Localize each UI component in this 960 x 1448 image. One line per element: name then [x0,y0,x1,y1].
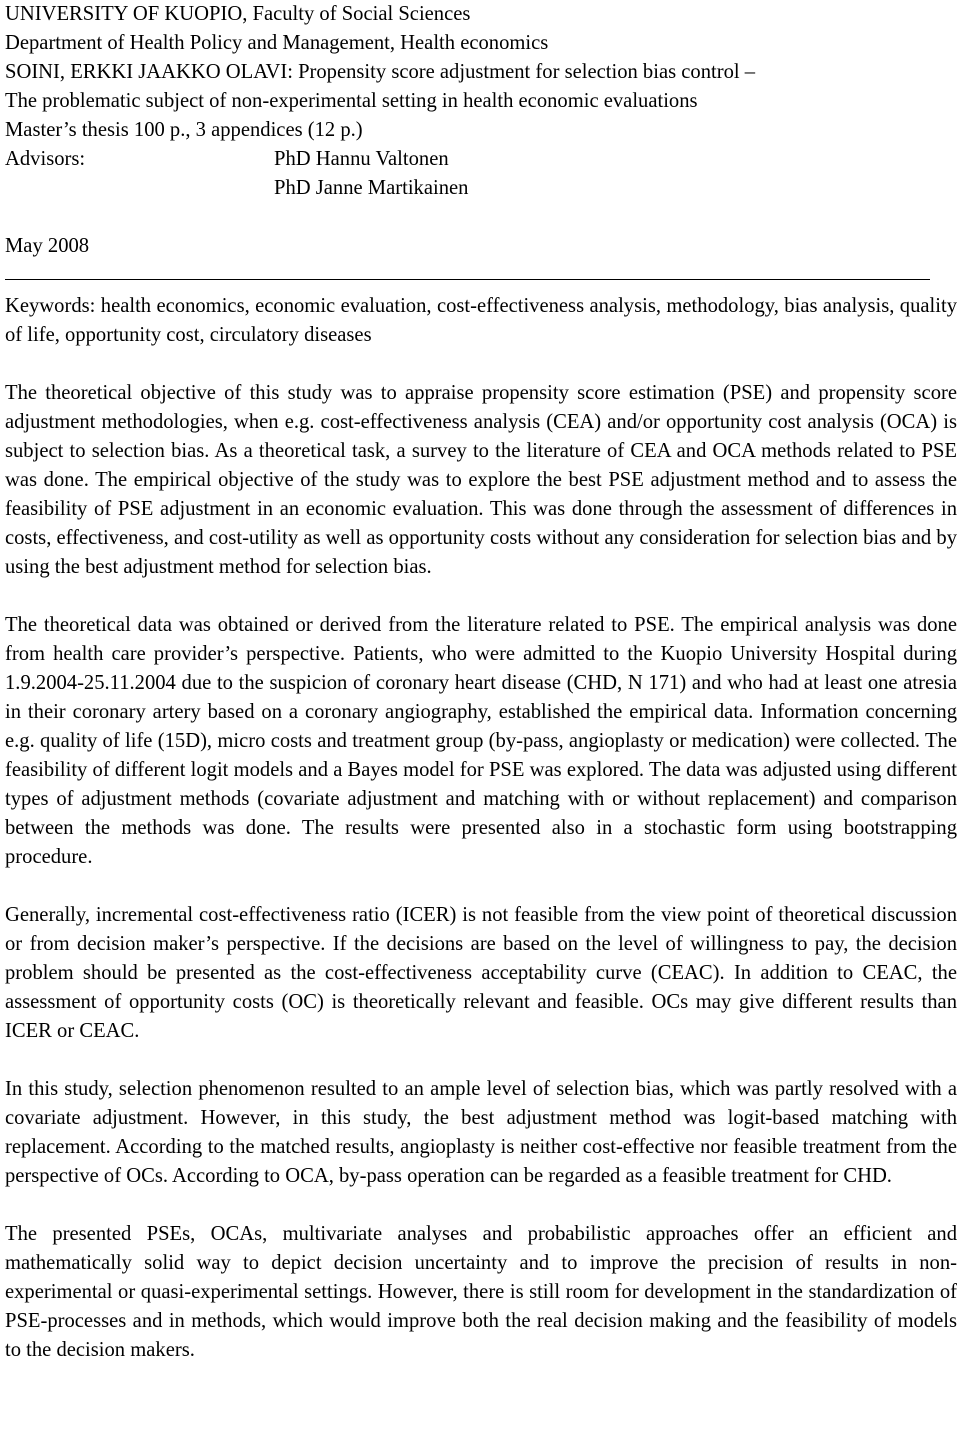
paragraph-gap [5,1191,957,1220]
abstract-paragraph-3: Generally, incremental cost-effectiveness ratio (ICER) is not feasible from the view point of theoretical discussion or from decision maker’s perspective. If the decisions are based on the level of willingness to pay, the decision problem should be presented as the cost-effectiveness acceptability curve (CEAC). In addition to CEAC, the assessment of opportunity costs (OC) is theoretically relevant and feasible. OCs may give different results than ICER or CEAC. [5,904,957,1042]
university-line: UNIVERSITY OF KUOPIO, Faculty of Social Sciences [5,3,471,25]
abstract-paragraph-1: The theoretical objective of this study was to appraise propensity score estimation (PSE) and propensity score adjustment methodologies, when e.g. cost-effectiveness analysis (CEA) and/or opportunity cost analysis (OCA) is subject to selection bias. As a theoretical task, a survey to the literature of CEA and OCA methods related to PSE was done. The empirical objective of the study was to explore the best PSE adjustment method and to assess the feasibility of PSE adjustment in an economic evaluation. This was done through the assessment of differences in costs, effectiveness, and cost-utility as well as opportunity costs without any consideration for selection bias and by using the best adjustment method for selection bias. [5,382,957,578]
abstract-paragraph-2: The theoretical data was obtained or derived from the literature related to PSE. The empirical analysis was done from health care provider’s perspective. Patients, who were admitted to the Kuopio University Hospital during 1.9.2004-25.11.2004 due to the suspicion of coronary heart disease (CHD, N 171) and who had at least one atresia in their coronary artery based on a coronary angiography, established the empirical data. Information concerning e.g. quality of life (15D), micro costs and treatment group (by-pass, angioplasty or medication) were collected. The feasibility of different logit models and a Bayes model for PSE was explored. The data was adjusted using different types of adjustment methods (covariate adjustment and matching with or without replacement) and comparison between the methods was done. The results were presented also in a stochastic form using bootstrapping procedure. [5,614,957,868]
advisors-label: Advisors: [5,148,86,170]
subtitle-line: The problematic subject of non-experimental setting in health economic evaluations [5,90,698,112]
author-title-line: SOINI, ERKKI JAAKKO OLAVI: Propensity score adjustment for selection bias control – [5,61,756,83]
paragraph-gap [5,350,957,379]
horizontal-rule [5,279,930,280]
abstract-paragraph-5: The presented PSEs, OCAs, multivariate analyses and probabilistic approaches offer an efficient and mathematically solid way to depict decision uncertainty and to improve the precision of results in non-experimental or quasi-experimental settings. However, there is still room for development in the standardization of PSE-processes and in methods, which would improve both the real decision making and the feasibility of models to the decision makers. [5,1223,957,1361]
advisor-2: PhD Janne Martikainen [274,177,469,199]
paragraph-gap [5,582,957,611]
paragraph-gap [5,1046,957,1075]
thesis-abstract-page [5,0,957,1365]
advisor-names [274,145,468,203]
keywords-paragraph: Keywords: health economics, economic evaluation, cost-effectiveness analysis, methodology, bias analysis, quality of life, opportunity cost, circulatory diseases [5,295,957,346]
advisor-1: PhD Hannu Valtonen [274,148,449,170]
abstract-paragraph-4: In this study, selection phenomenon resulted to an ample level of selection bias, which was partly resolved with a covariate adjustment. However, in this study, the best adjustment method was logit-based matching with replacement. According to the matched results, angioplasty is neither cost-effective nor feasible treatment from the perspective of OCs. According to OCA, by-pass operation can be regarded as a feasible treatment for CHD. [5,1078,957,1187]
paragraph-gap [5,872,957,901]
thesis-info-line: Master’s thesis 100 p., 3 appendices (12 p.) [5,119,363,141]
advisors-block [5,145,957,203]
department-line: Department of Health Policy and Management, Health economics [5,32,549,54]
date-line: May 2008 [5,235,90,257]
